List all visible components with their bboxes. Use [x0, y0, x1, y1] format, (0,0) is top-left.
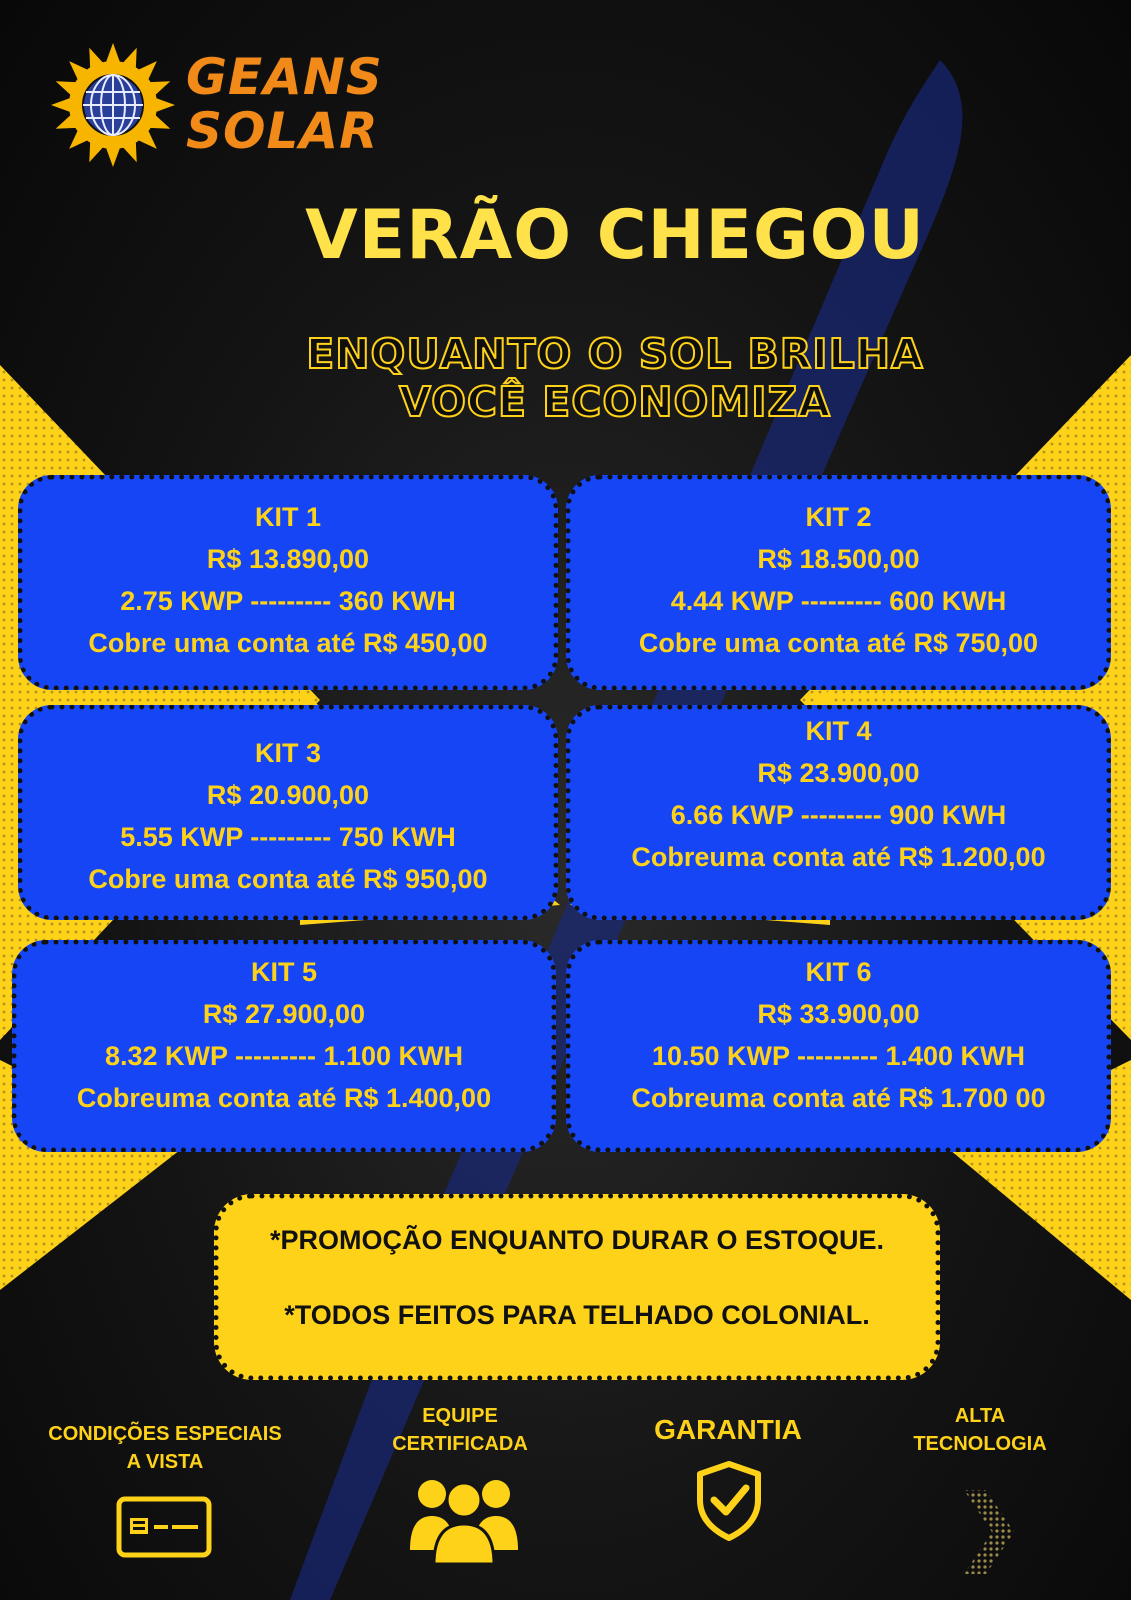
feature-warranty — [628, 1416, 828, 1444]
kit-specs: 2.75 KWP --------- 360 KWH — [120, 586, 456, 616]
kit-specs: 4.44 KWP --------- 600 KWH — [670, 586, 1007, 616]
brand-line-2: SOLAR — [186, 102, 379, 160]
chevron-right-icon — [958, 1486, 1018, 1578]
kit-coverage: Cobre uma conta até R$ 450,00 — [88, 628, 488, 658]
feature-special-conditions — [30, 1420, 300, 1476]
credit-card-icon — [116, 1496, 212, 1558]
promo-line-2: *TODOS FEITOS PARA TELHADO COLONIAL. — [284, 1300, 870, 1330]
kit-specs: 8.32 KWP --------- 1.100 KWH — [104, 1041, 464, 1071]
kit-name: KIT 6 — [805, 957, 872, 987]
kit-coverage: Cobreuma conta até R$ 1.700 00 — [631, 1083, 1046, 1113]
kit-price: R$ 20.900,00 — [206, 780, 370, 810]
subheadline-line-1: ENQUANTO O SOL BRILHA — [306, 330, 924, 378]
feature-certified-team — [360, 1402, 560, 1458]
subheadline — [230, 330, 1000, 426]
shield-check-icon — [694, 1460, 764, 1542]
feature-label-line-2: CERTIFICADA — [392, 1433, 528, 1455]
kit-coverage: Cobreuma conta até R$ 1.400,00 — [76, 1083, 492, 1113]
brand-name — [186, 50, 383, 158]
kit-coverage: Cobreuma conta até R$ 1.200,00 — [631, 842, 1046, 872]
kit-name: KIT 1 — [254, 502, 321, 532]
kit-coverage: Cobre uma conta até R$ 950,00 — [88, 864, 488, 894]
kit-card-1 — [18, 475, 558, 690]
kit-price: R$ 18.500,00 — [757, 544, 920, 574]
kit-price: R$ 23.900,00 — [757, 758, 920, 788]
kit-card-3 — [18, 705, 558, 920]
feature-label-line-1: ALTA — [954, 1405, 1006, 1427]
feature-label-line-2: TECNOLOGIA — [913, 1433, 1047, 1455]
promo-notice — [214, 1194, 940, 1380]
team-icon — [408, 1470, 520, 1566]
kit-card-2 — [566, 475, 1111, 690]
feature-high-tech — [880, 1402, 1080, 1458]
feature-label-line-2: A VISTA — [126, 1451, 204, 1473]
kit-price: R$ 33.900,00 — [757, 999, 920, 1029]
kit-card-6 — [566, 940, 1111, 1152]
kit-name: KIT 3 — [254, 738, 321, 768]
kit-specs: 6.66 KWP --------- 900 KWH — [670, 800, 1007, 830]
kit-specs: 5.55 KWP --------- 750 KWH — [120, 822, 456, 852]
subheadline-line-2: VOCÊ ECONOMIZA — [399, 378, 831, 426]
kit-price: R$ 27.900,00 — [202, 999, 366, 1029]
kit-name: KIT 4 — [805, 716, 872, 746]
headline: VERÃO CHEGOU — [305, 196, 925, 275]
brand-logo — [48, 40, 458, 170]
kit-card-4 — [566, 705, 1111, 920]
kit-coverage: Cobre uma conta até R$ 750,00 — [638, 628, 1039, 658]
kit-name: KIT 2 — [805, 502, 872, 532]
feature-label-line-1: GARANTIA — [654, 1414, 802, 1445]
kit-name: KIT 5 — [250, 957, 317, 987]
kit-price: R$ 13.890,00 — [206, 544, 370, 574]
sun-globe-icon — [48, 40, 178, 170]
brand-line-1: GEANS — [186, 48, 383, 106]
promo-line-1: *PROMOÇÃO ENQUANTO DURAR O ESTOQUE. — [269, 1225, 885, 1255]
feature-label-line-1: CONDIÇÕES ESPECIAIS — [48, 1423, 282, 1445]
kit-card-5 — [12, 940, 556, 1152]
feature-label-line-1: EQUIPE — [422, 1405, 498, 1427]
kit-specs: 10.50 KWP --------- 1.400 KWH — [651, 1041, 1026, 1071]
